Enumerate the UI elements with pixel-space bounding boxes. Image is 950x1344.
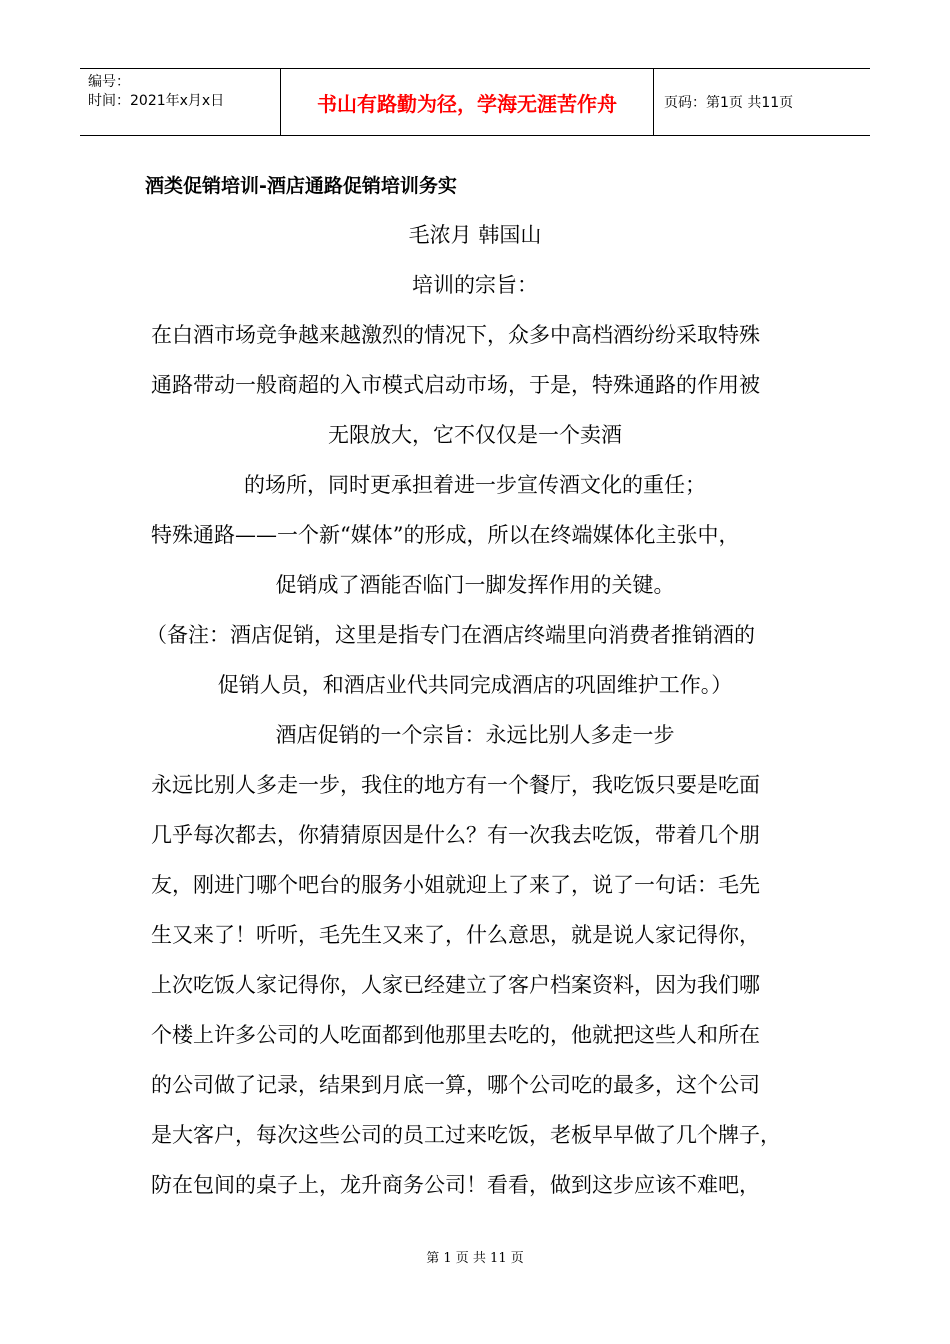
page-footer: 第 1 页 共 11 页 (426, 1251, 524, 1266)
body-line: （备注：酒店促销，这里是指专门在酒店终端里向消费者推销酒的 (146, 623, 755, 647)
body-line: 生又来了！听听，毛先生又来了，什么意思，就是说人家记得你， (151, 923, 760, 947)
body-line: 上次吃饭人家记得你，人家已经建立了客户档案资料，因为我们哪 (151, 973, 760, 997)
body-line: 在白酒市场竞争越来越激烈的情况下，众多中高档酒纷纷采取特殊 (151, 323, 760, 347)
header-page-info: 页码：第1页 共11页 (664, 95, 794, 111)
body-line: 促销成了酒能否临门一脚发挥作用的关键。 (275, 573, 675, 597)
header-time-label: 时间：2021年x月x日 (88, 93, 225, 109)
document-title: 酒类促销培训-酒店通路促销培训务实 (145, 175, 457, 197)
body-line: 通路带动一般商超的入市模式启动市场，于是，特殊通路的作用被 (151, 373, 760, 397)
body-line: 个楼上许多公司的人吃面都到他那里去吃的，他就把这些人和所在 (151, 1023, 760, 1047)
body-line: 促销人员，和酒店业代共同完成酒店的巩固维护工作。） (217, 673, 733, 697)
body-line: 的场所，同时更承担着进一步宣传酒文化的重任； (244, 473, 706, 497)
body-line: 无限放大，它不仅仅是一个卖酒 (328, 423, 622, 447)
body-line: 防在包间的桌子上，龙升商务公司！看看，做到这步应该不难吧， (151, 1173, 760, 1197)
header-motto: 书山有路勤为径，学海无涯苦作舟 (281, 69, 654, 135)
header-meta (80, 69, 281, 135)
body-line: 几乎每次都去，你猜猜原因是什么？有一次我去吃饭，带着几个朋 (151, 823, 760, 847)
header-number-label: 编号： (88, 74, 130, 90)
page-header (80, 68, 870, 136)
body-line: 永远比别人多走一步，我住的地方有一个餐厅，我吃饭只要是吃面 (151, 773, 760, 797)
body-line: 酒店促销的一个宗旨：永远比别人多走一步 (275, 723, 675, 747)
body-line: 特殊通路——一个新“媒体”的形成，所以在终端媒体化主张中， (151, 523, 740, 547)
body-line: 培训的宗旨： (412, 273, 538, 297)
body-line: 友，刚进门哪个吧台的服务小姐就迎上了来了，说了一句话：毛先 (151, 873, 760, 897)
document-authors: 毛浓月 韩国山 (408, 223, 542, 247)
body-line: 是大客户，每次这些公司的员工过来吃饭，老板早早做了几个牌子， (151, 1123, 781, 1147)
body-line: 的公司做了记录，结果到月底一算，哪个公司吃的最多，这个公司 (151, 1073, 760, 1097)
